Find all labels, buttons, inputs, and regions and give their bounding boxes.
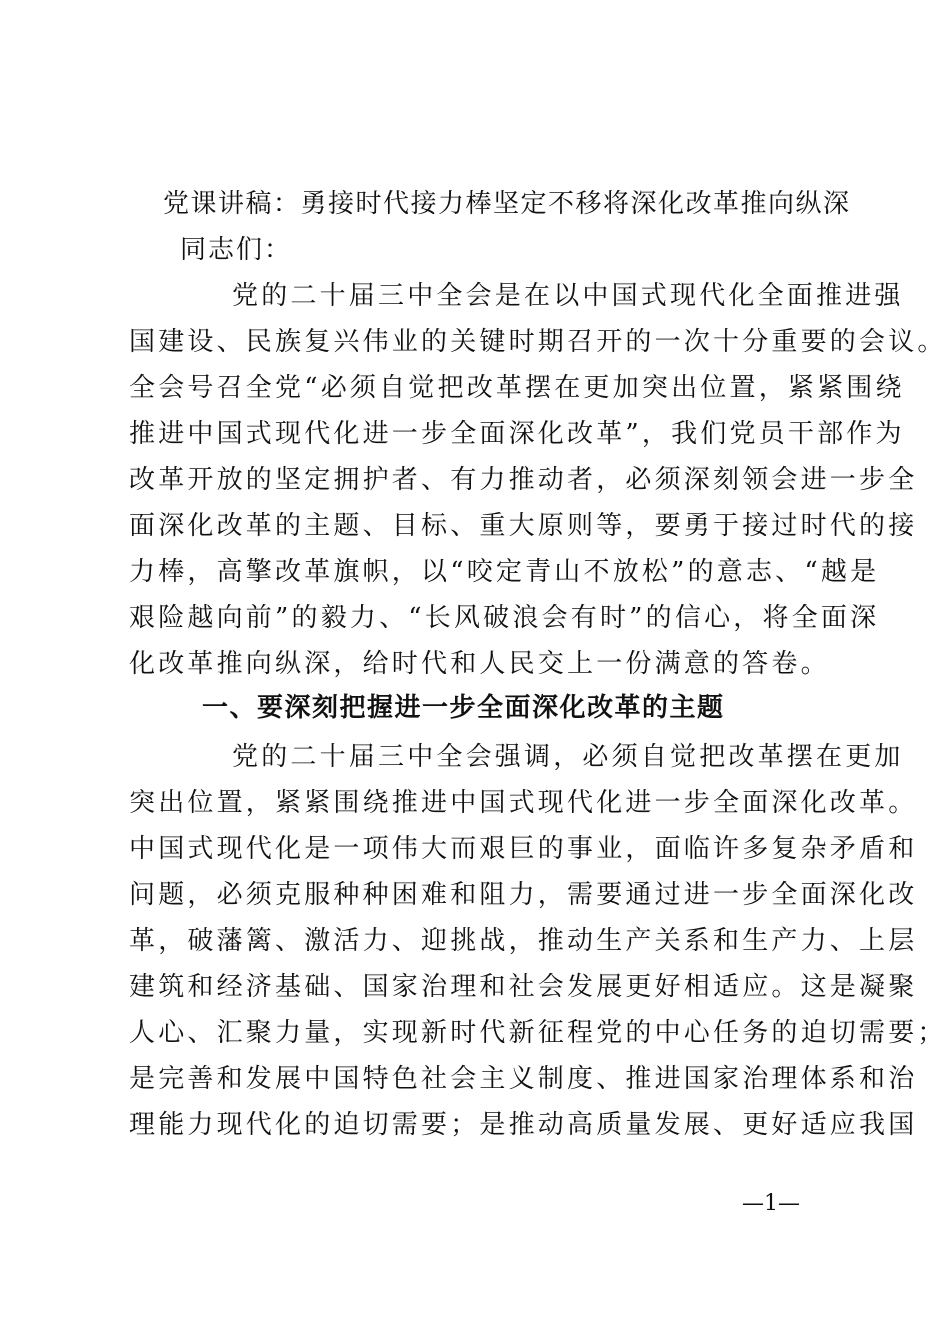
document-title: 党课讲稿：勇接时代接力棒坚定不移将深化改革推向纵深 (163, 189, 851, 219)
paragraph-line: 力棒，高擎改革旗帜，以“咬定青山不放松”的意志、“越是 (129, 557, 880, 587)
paragraph-line: 建筑和经济基础、国家治理和社会发展更好相适应。这是凝聚 (129, 972, 918, 1002)
salutation: 同志们： (180, 235, 293, 265)
paragraph-line: 问题，必须克服种种困难和阻力，需要通过进一步全面深化改 (129, 880, 918, 910)
paragraph-line: 理能力现代化的迫切需要；是推动高质量发展、更好适应我国 (129, 1110, 918, 1140)
page-number: —1— (742, 1191, 800, 1216)
paragraph-line: 面深化改革的主题、目标、重大原则等，要勇于接过时代的接 (129, 511, 918, 541)
paragraph-line: 推进中国式现代化进一步全面深化改革”，我们党员干部作为 (129, 419, 905, 449)
paragraph-line: 全会号召全党“必须自觉把改革摆在更加突出位置，紧紧围绕 (129, 373, 905, 403)
paragraph-line: 人心、汇聚力量，实现新时代新征程党的中心任务的迫切需要； (129, 1018, 947, 1048)
paragraph-line: 突出位置，紧紧围绕推进中国式现代化进一步全面深化改革。 (129, 788, 918, 818)
paragraph-line: 改革开放的坚定拥护者、有力推动者，必须深刻领会进一步全 (129, 465, 918, 495)
paragraph-line: 国建设、民族复兴伟业的关键时期召开的一次十分重要的会议。 (129, 327, 947, 357)
section-heading-1: 一、要深刻把握进一步全面深化改革的主题 (202, 693, 725, 723)
paragraph-line: 是完善和发展中国特色社会主义制度、推进国家治理体系和治 (129, 1064, 918, 1094)
paragraph-line: 党的二十届三中全会强调，必须自觉把改革摆在更加 (232, 742, 904, 772)
paragraph-line: 革，破藩篱、激活力、迎挑战，推动生产关系和生产力、上层 (129, 926, 918, 956)
paragraph-line: 化改革推向纵深，给时代和人民交上一份满意的答卷。 (129, 649, 830, 679)
paragraph-line: 中国式现代化是一项伟大而艰巨的事业，面临许多复杂矛盾和 (129, 834, 918, 864)
paragraph-line: 党的二十届三中全会是在以中国式现代化全面推进强 (232, 281, 904, 311)
paragraph-line: 艰险越向前”的毅力、“长风破浪会有时”的信心，将全面深 (129, 603, 880, 633)
